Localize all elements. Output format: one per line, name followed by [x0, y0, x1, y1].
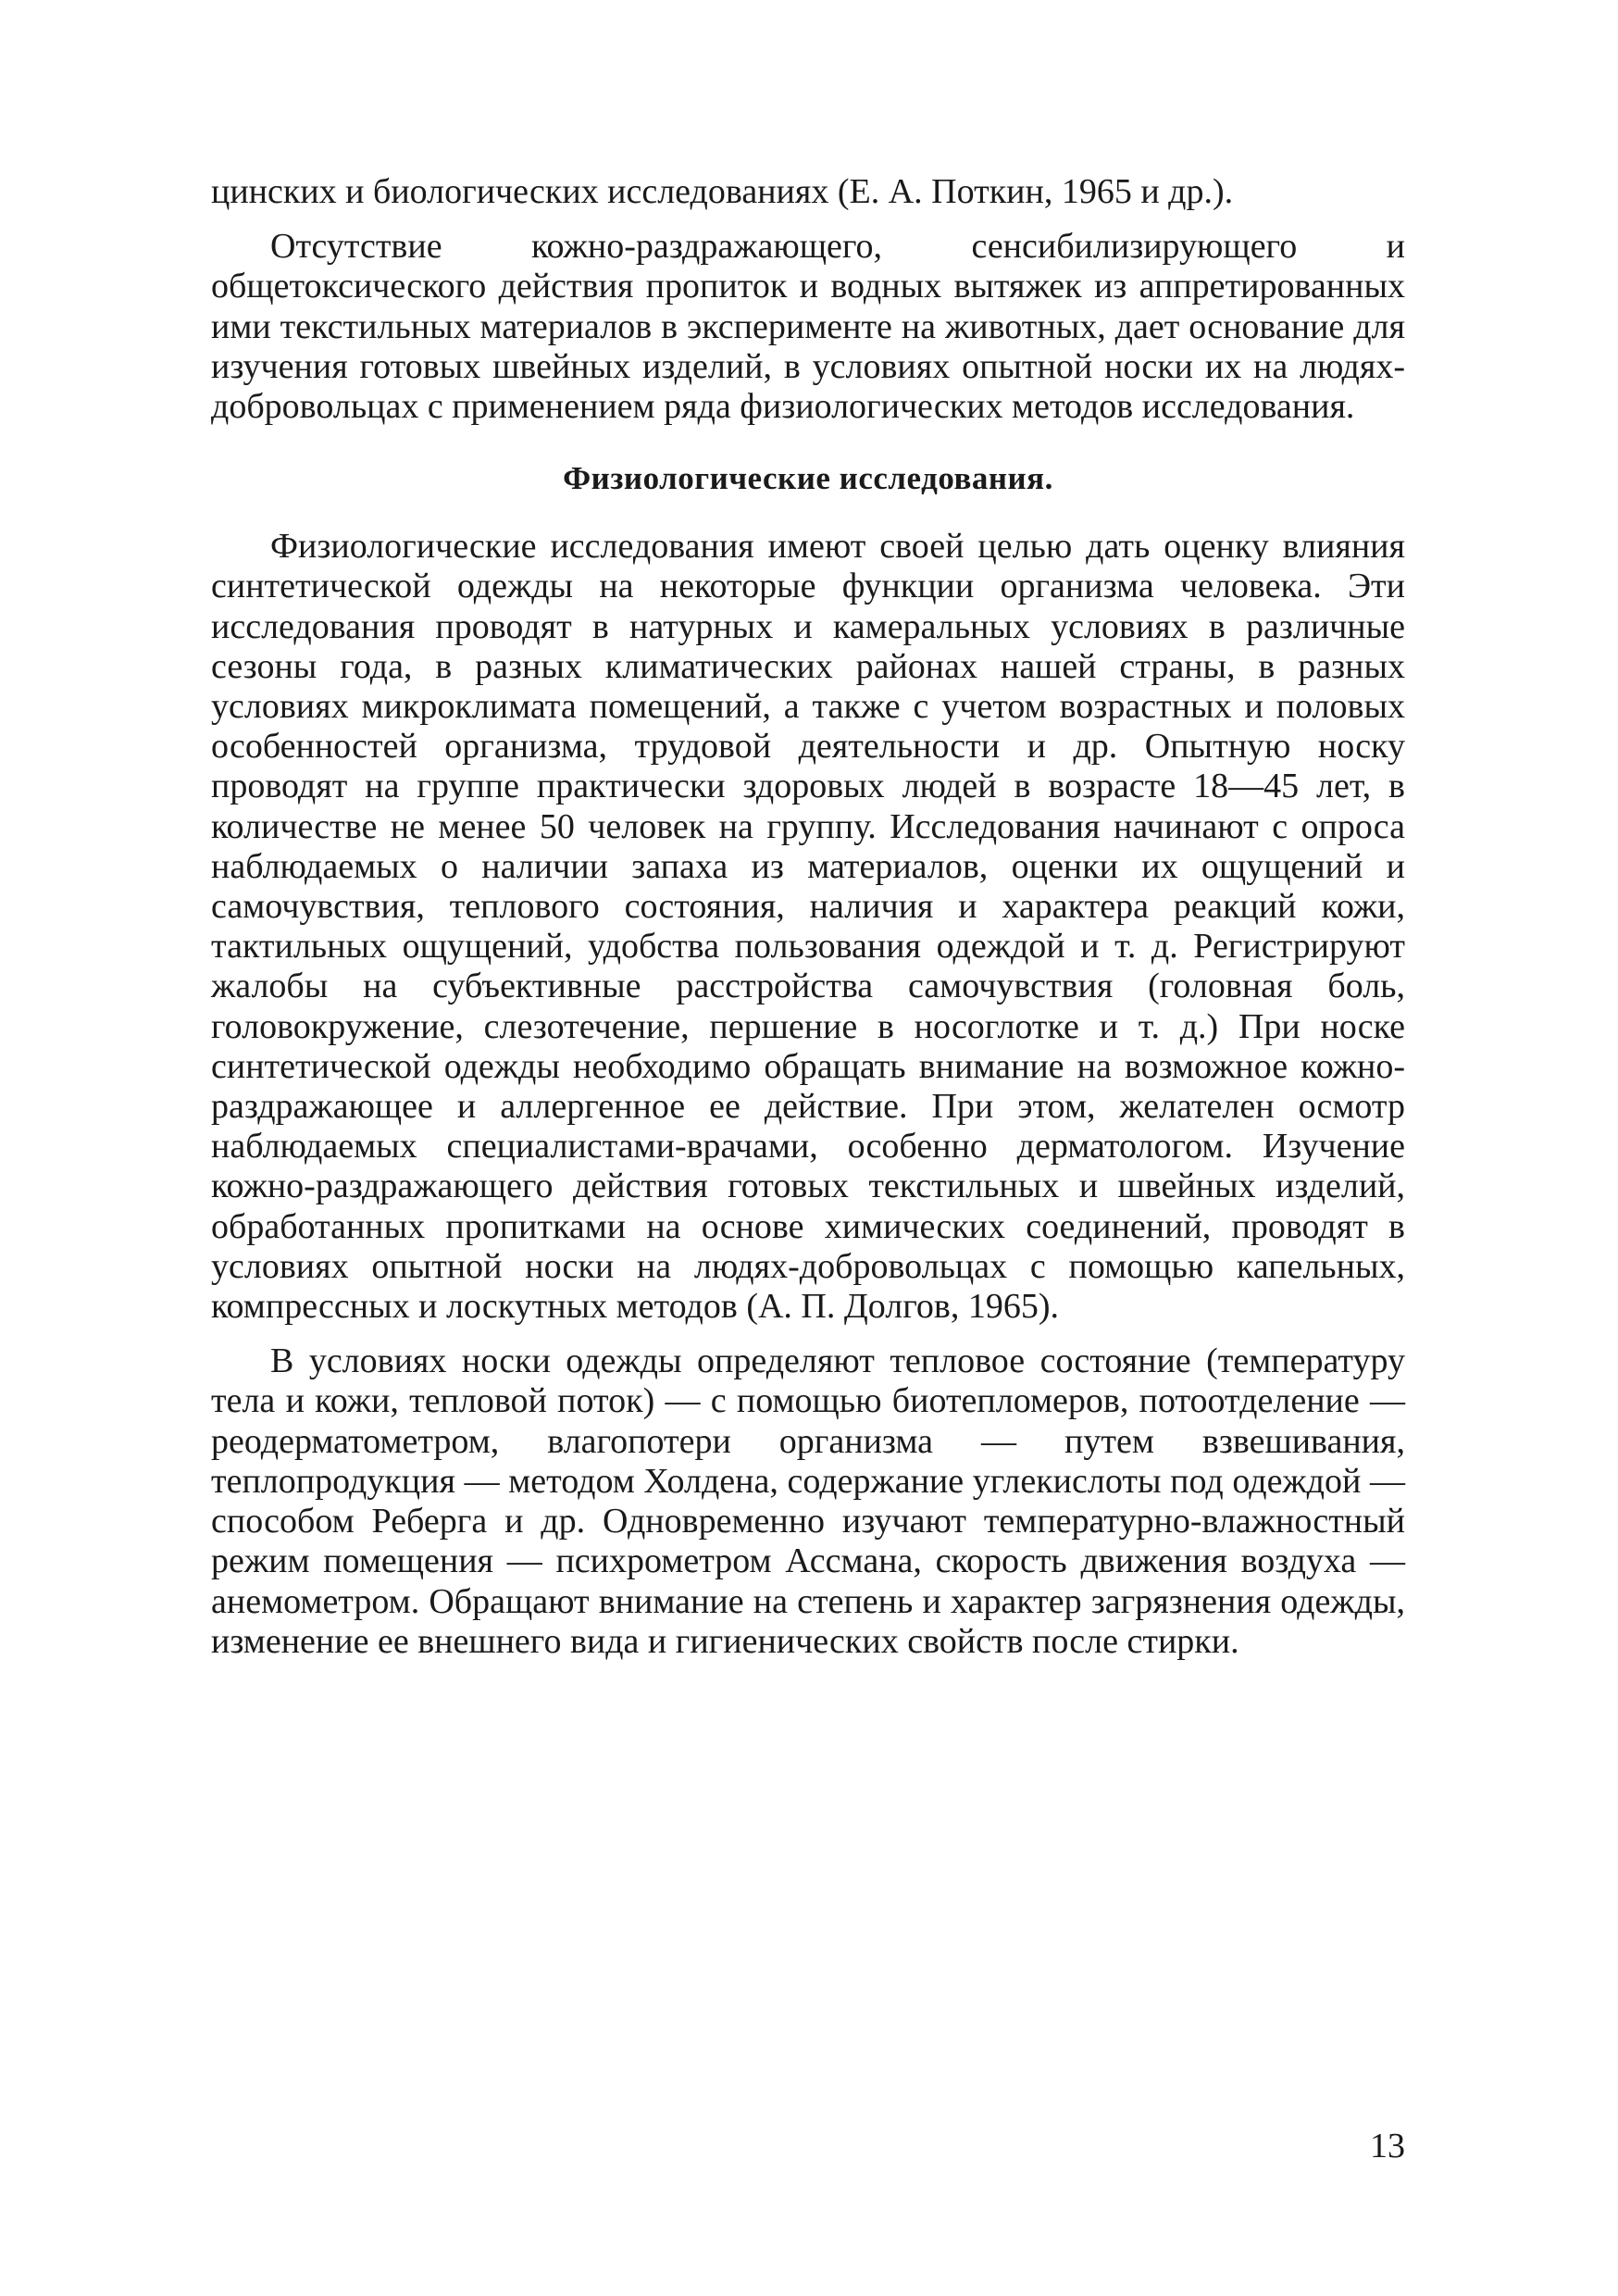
page-number: 13: [1370, 2127, 1405, 2165]
paragraph-intro: Отсутствие кожно-раздражающего, сенсибилизирующего и общетоксического действия пропиток и водных вытяжек из аппретированных ими текстильных материалов в эксперименте на животных, дает основание для изучения готовых швейных изделий, в условиях опытной носки их на людях-добровольцах с применением ряда физиологических методов исследования.: [211, 227, 1405, 427]
paragraph-gap: [211, 1327, 1405, 1341]
document-page: [211, 172, 1405, 1662]
paragraph-wear-conditions: В условиях носки одежды определяют тепловое состояние (температуру тела и кожи, тепловой поток) — с помощью биотепломеров, потоотделение — реодерматометром, влагопотери организма — путем взвешивания, теплопродукция — методом Холдена, содержание углекислоты под одеждой — способом Реберга и др. Одновременно изучают температурно-влажностный режим помещения — психрометром Ассмана, скорость движения воздуха — анемометром. Обращают внимание на степень и характер загрязнения одежды, изменение ее внешнего вида и гигиенических свойств после стирки.: [211, 1341, 1405, 1661]
paragraph-continuation: цинских и биологических исследованиях (Е. А. Поткин, 1965 и др.).: [211, 172, 1234, 211]
section-heading: Физиологические исследования.: [563, 460, 1053, 497]
paragraph-physiological-studies: Физиологические исследования имеют своей целью дать оценку влияния синтетической одежды на некоторые функции организма человека. Эти исследования проводят в натурных и камеральных условиях в различные сезоны года, в разных климатических районах нашей страны, в разных условиях микроклимата помещений, а также с учетом возрастных и половых особенностей организма, трудовой деятельности и др. Опытную носку проводят на группе практически здоровых людей в возрасте 18—45 лет, в количестве не менее 50 человек на группу. Исследования начинают с опроса наблюдаемых о наличии запаха из материалов, оценки их ощущений и самочувствия, теплового состояния, наличия и характера реакций кожи, тактильных ощущений, удобства пользования одеждой и т. д. Регистрируют жалобы на субъективные расстройства самочувствия (головная боль, головокружение, слезотечение, першение в носоглотке и т. д.) При носке синтетической одежды необходимо обращать внимание на возможное кожно-раздражающее и аллергенное ее действие. При этом, желателен осмотр наблюдаемых специалистами-врачами, особенно дерматологом. Изучение кожно-раздражающего действия готовых текстильных и швейных изделий, обработанных пропитками на основе химических соединений, проводят в условиях опытной носки на людях-добровольцах с помощью капельных, компрессных и лоскутных методов (А. П. Долгов, 1965).: [211, 527, 1405, 1327]
paragraph-gap: [211, 212, 1405, 227]
